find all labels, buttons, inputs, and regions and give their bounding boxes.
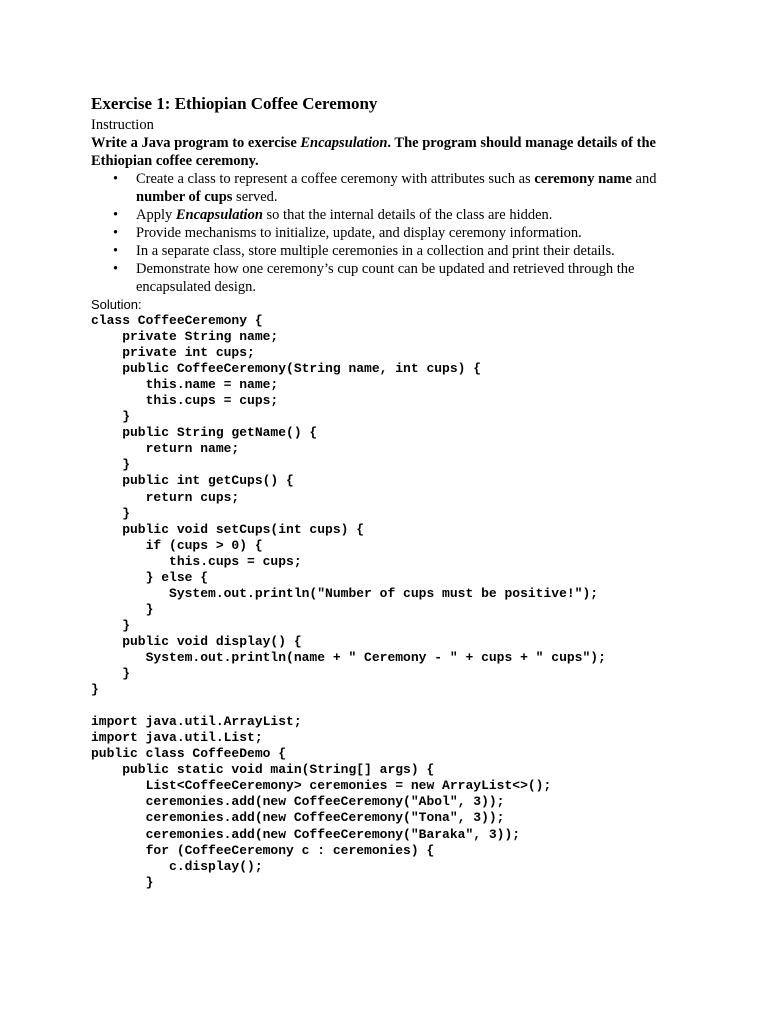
exercise-prompt: [91, 134, 671, 170]
code-line: public void display() {: [91, 633, 302, 649]
code-line: private int cups;: [91, 345, 255, 361]
code-line: this.name = name;: [91, 377, 279, 393]
code-line: public String getName() {: [91, 425, 318, 441]
task-text: Demonstrate how one ceremony’s cup count can be updated and retrieved through the encapsulated design.: [136, 261, 635, 295]
task-text: ceremony name: [534, 171, 632, 187]
task-text: served.: [232, 189, 278, 205]
code-line: }: [91, 617, 131, 633]
code-line: for (CoffeeCeremony c : ceremonies) {: [91, 842, 435, 858]
bullet-icon: •: [113, 207, 119, 223]
code-line: System.out.println("Number of cups must be positive!");: [91, 585, 599, 601]
code-line: public static void main(String[] args) {: [91, 762, 435, 778]
task-item: [91, 170, 681, 206]
bullet-icon: •: [113, 171, 119, 187]
code-line: [91, 698, 691, 714]
code-line: ceremonies.add(new CoffeeCeremony("Abol", 3));: [91, 794, 505, 810]
solution-label: Solution:: [91, 297, 142, 312]
code-line: }: [91, 874, 154, 890]
code-line: c.display();: [91, 858, 263, 874]
code-line: import java.util.List;: [91, 730, 263, 746]
task-list: [91, 170, 691, 296]
bullet-icon: •: [113, 225, 119, 241]
task-item: [91, 260, 681, 296]
task-text: and: [631, 171, 657, 187]
code-line: class CoffeeCeremony {: [91, 313, 263, 328]
task-text: Provide mechanisms to initialize, update, and display ceremony information.: [136, 225, 582, 241]
code-block: [91, 313, 691, 891]
code-line: if (cups > 0) {: [91, 537, 263, 553]
bullet-icon: •: [113, 261, 119, 277]
code-line: } else {: [91, 569, 209, 585]
task-item: [91, 224, 681, 242]
code-line: }: [91, 457, 131, 473]
task-text: so that the internal details of the class are hidden.: [262, 207, 553, 223]
code-line: ceremonies.add(new CoffeeCeremony("Tona", 3));: [91, 810, 505, 826]
code-line: System.out.println(name + " Ceremony - " + cups + " cups");: [91, 649, 606, 665]
document-page: [91, 92, 691, 891]
task-text: In a separate class, store multiple ceremonies in a collection and print their details.: [136, 243, 615, 259]
task-text: Encapsulation: [175, 207, 263, 223]
task-text: number of cups: [136, 189, 233, 205]
code-line: return cups;: [91, 489, 240, 505]
code-line: this.cups = cups;: [91, 553, 302, 569]
task-item: [91, 242, 681, 260]
code-line: List<CoffeeCeremony> ceremonies = new ArrayList<>();: [91, 778, 552, 794]
instruction-label: Instruction: [91, 117, 154, 133]
code-line: ceremonies.add(new CoffeeCeremony("Baraka", 3));: [91, 826, 521, 842]
code-line: }: [91, 682, 99, 698]
code-line: }: [91, 505, 131, 521]
bullet-icon: •: [113, 243, 119, 259]
code-line: }: [91, 601, 154, 617]
code-line: import java.util.ArrayList;: [91, 714, 302, 730]
code-line: public int getCups() {: [91, 473, 294, 489]
code-line: }: [91, 409, 131, 425]
prompt-text-end: . The program should manage details of the Ethiopian coffee ceremony.: [91, 135, 656, 169]
task-text: Apply: [136, 207, 176, 223]
prompt-text-start: Write a Java program to exercise: [91, 135, 301, 151]
task-text: Create a class to represent a coffee ceremony with attributes such as: [136, 171, 535, 187]
code-line: public CoffeeCeremony(String name, int cups) {: [91, 361, 482, 377]
prompt-emphasis: Encapsulation: [300, 135, 388, 151]
code-line: }: [91, 666, 131, 682]
exercise-title: Exercise 1: Ethiopian Coffee Ceremony: [91, 94, 378, 113]
code-line: this.cups = cups;: [91, 393, 279, 409]
code-line: public void setCups(int cups) {: [91, 521, 365, 537]
task-item: [91, 206, 681, 224]
code-line: public class CoffeeDemo {: [91, 746, 287, 762]
code-line: private String name;: [91, 329, 279, 345]
code-line: return name;: [91, 441, 240, 457]
